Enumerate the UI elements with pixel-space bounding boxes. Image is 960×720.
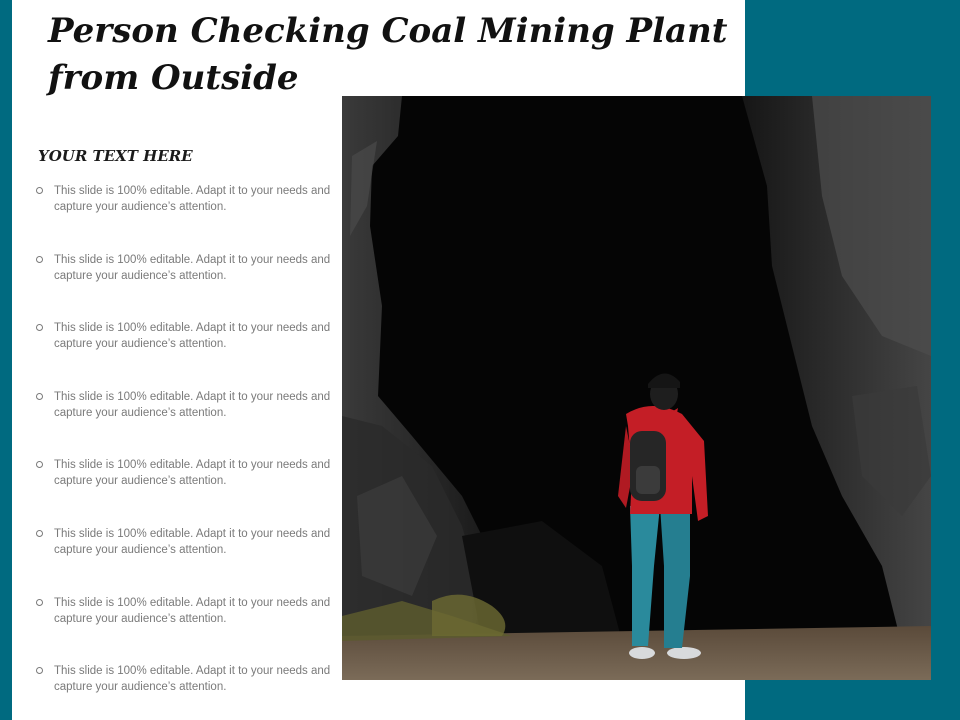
bullet-text: This slide is 100% editable. Adapt it to your needs and capture your audience’s attention. xyxy=(54,253,331,282)
hollow-circle-bullet-icon xyxy=(36,256,43,263)
hollow-circle-bullet-icon xyxy=(36,530,43,537)
hollow-circle-bullet-icon xyxy=(36,667,43,674)
text-subheading: YOUR TEXT HERE xyxy=(38,147,193,165)
bullet-item xyxy=(36,320,336,389)
bullet-item xyxy=(36,457,336,526)
bullet-text: This slide is 100% editable. Adapt it to your needs and capture your audience’s attention. xyxy=(54,390,331,419)
hollow-circle-bullet-icon xyxy=(36,599,43,606)
bullet-item xyxy=(36,252,336,321)
bullet-text: This slide is 100% editable. Adapt it to your needs and capture your audience’s attention. xyxy=(54,527,331,556)
bullet-text: This slide is 100% editable. Adapt it to your needs and capture your audience’s attention. xyxy=(54,665,331,694)
cave-entrance-photo xyxy=(342,96,931,680)
hollow-circle-bullet-icon xyxy=(36,461,43,468)
bullet-text: This slide is 100% editable. Adapt it to your needs and capture your audience’s attention. xyxy=(54,322,331,351)
hollow-circle-bullet-icon xyxy=(36,324,43,331)
bullet-text: This slide is 100% editable. Adapt it to your needs and capture your audience’s attention. xyxy=(54,596,331,625)
left-accent-bar xyxy=(0,0,12,720)
bullet-item xyxy=(36,183,336,252)
slide-title: Person Checking Coal Mining Plant from Outside xyxy=(48,11,728,98)
bullet-list xyxy=(36,183,336,720)
bullet-text: This slide is 100% editable. Adapt it to your needs and capture your audience’s attention. xyxy=(54,185,331,213)
hollow-circle-bullet-icon xyxy=(36,393,43,400)
bullet-item xyxy=(36,595,336,664)
person-at-cave-illustration xyxy=(342,96,931,680)
hollow-circle-bullet-icon xyxy=(36,187,43,194)
bullet-item xyxy=(36,389,336,458)
bullet-item xyxy=(36,663,336,720)
bullet-item xyxy=(36,526,336,595)
bullet-text: This slide is 100% editable. Adapt it to your needs and capture your audience’s attention. xyxy=(54,459,331,488)
